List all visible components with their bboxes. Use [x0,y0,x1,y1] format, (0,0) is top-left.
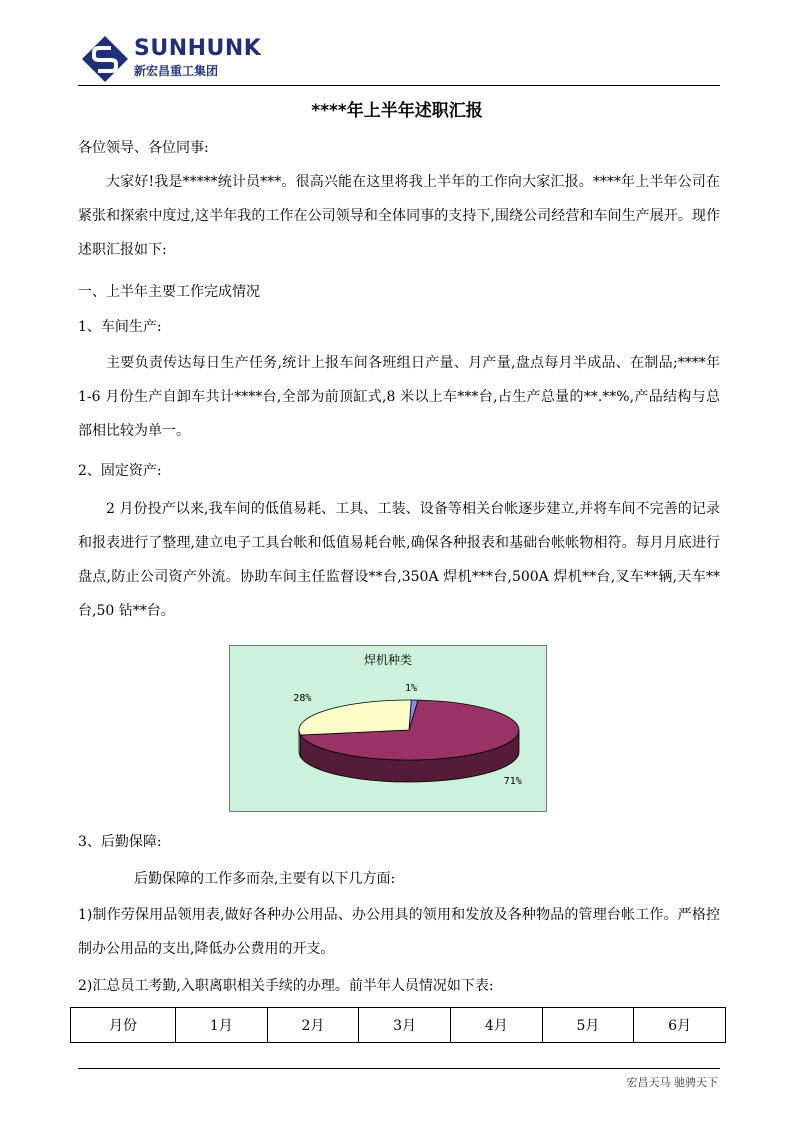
table-cell-header: 月份 [71,1008,176,1043]
table-cell: 3月 [359,1008,451,1043]
item3-point-1: 1)制作劳保用品领用表,做好各种办公用品、办公用具的领用和发放及各种物品的管理台帐工作。严格控制办公用品的支出,降低办公费用的开支。 [78,907,720,957]
pie-data-label: 28% [293,692,312,704]
page-title: ****年上半年述职汇报 [311,101,483,121]
item2-heading: 2、固定资产: [78,463,162,479]
item2-body: 2 月份投产以来,我车间的低值易耗、工具、工装、设备等相关台帐逐步建立,并将车间不完善的记录和报表进行了整理,建立电子工具台帐和低值易耗台帐,确保各种报表和基础台帐帐物相符。每月月底进行盘点,防止公司资产外流。协助车间主任监督设**台,350A 焊机***台,500A 焊机**台,叉车**辆,天车**台,50 钻**台。 [78,501,720,619]
pie-data-label: 1% [404,683,418,694]
pie-slice [299,700,411,735]
table-row [71,1008,726,1043]
footer-slogan: 宏昌天马 驰骋天下 [626,1076,718,1089]
logo-chinese-text: 新宏昌重工集团 [134,64,219,78]
pie-chart-svg [230,646,546,811]
item3-point-2: 2)汇总员工考勤,入职离职相关手续的办理。前半年人员情况如下表: [78,978,494,994]
item3-heading: 3、后勤保障: [78,834,162,850]
logo-english-text: SUNHUNK [134,36,262,61]
diamond-s-logo-icon [80,34,130,84]
table-cell: 6月 [634,1008,726,1043]
salutation: 各位领导、各位同事: [78,140,209,156]
table-cell: 5月 [542,1008,634,1043]
footer-divider [78,1068,720,1069]
intro-paragraph: 大家好!我是*****统计员***。很高兴能在这里将我上半年的工作向大家汇报。****年上半年公司在紧张和探索中度过,这半年我的工作在公司领导和全体同事的支持下,围绕公司经营和车间生产展开。现作述职汇报如下: [78,174,720,258]
pie-data-label: 71% [503,775,522,787]
staff-table [70,1007,726,1043]
item1-body: 主要负责传达每日生产任务,统计上报车间各班组日产量、月产量,盘点每月半成品、在制品;****年 1-6 月份生产自卸车共计****台,全部为前顶缸式,8 米以上车***台,占生产总量的**.**%,产品结构与总部相比较为单一。 [78,355,720,439]
header-divider [78,85,720,86]
pie-chart [229,645,547,812]
company-logo [80,34,262,84]
section-heading-1: 一、上半年主要工作完成情况 [78,284,260,300]
chart-title: 焊机种类 [363,653,413,667]
table-cell: 2月 [267,1008,359,1043]
table-cell: 4月 [450,1008,542,1043]
item3-intro: 后勤保障的工作多而杂,主要有以下几方面: [134,871,396,887]
table-cell: 1月 [176,1008,268,1043]
item1-heading: 1、车间生产: [78,319,162,335]
